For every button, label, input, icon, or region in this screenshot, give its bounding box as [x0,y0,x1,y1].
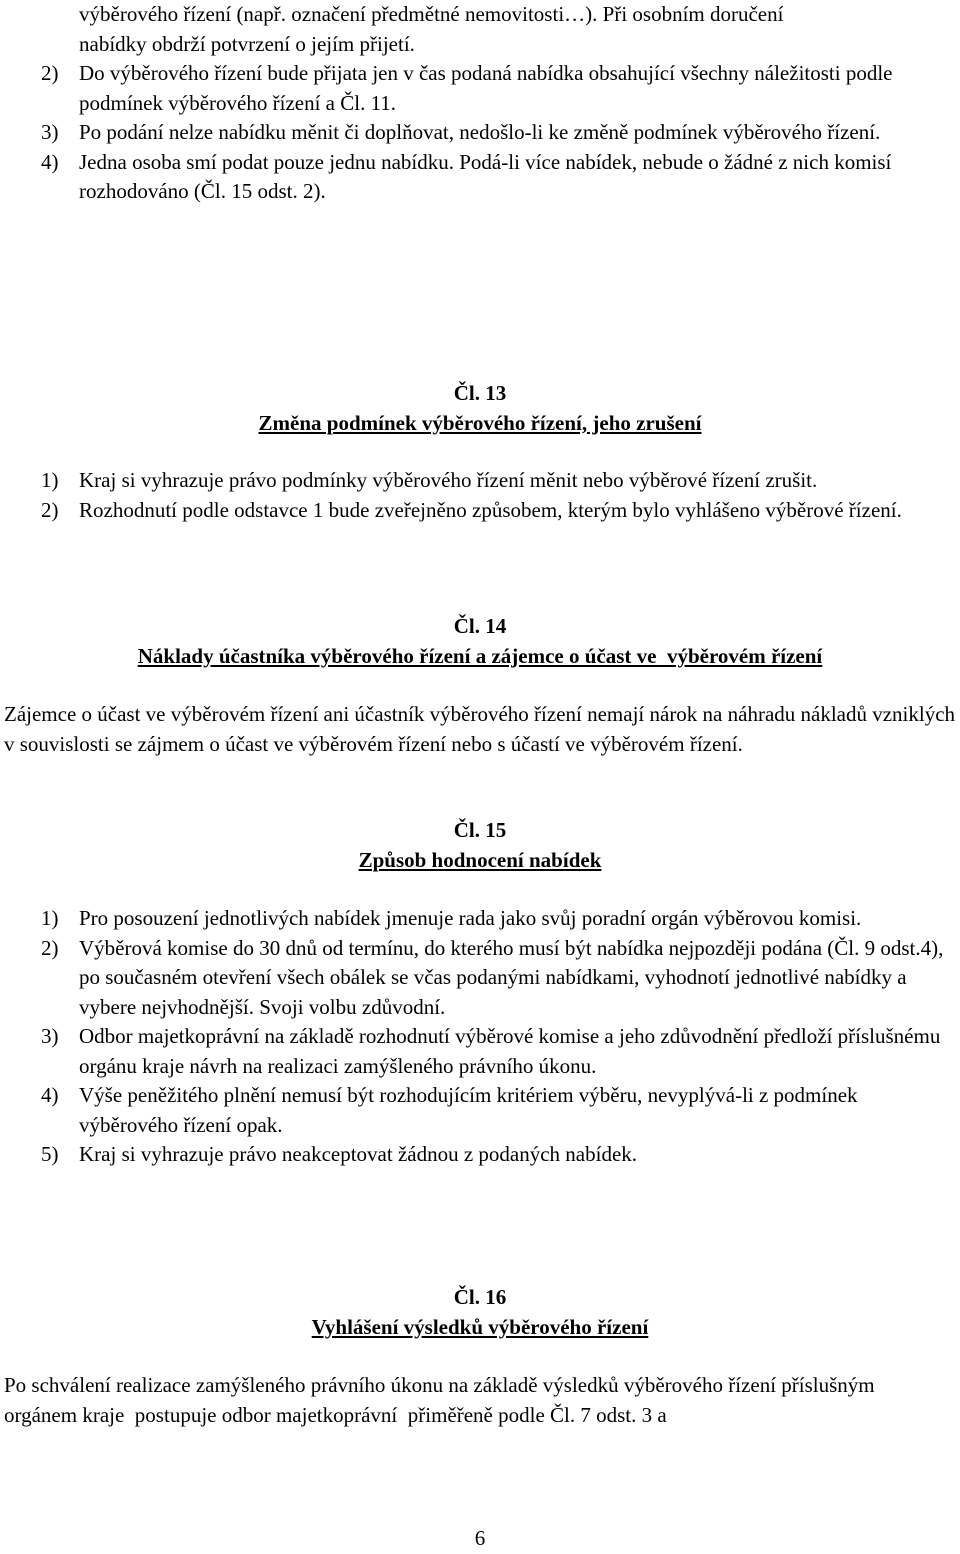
list-item [41,59,946,118]
article-14-number: Čl. 14 [453,614,507,638]
list-item [41,148,946,207]
article-16-body [4,1371,939,1430]
item-number: 1) [41,906,59,930]
article-16-number: Čl. 16 [453,1285,507,1309]
continuation-section [79,0,949,59]
item-number: 5) [41,1142,59,1166]
list-item [41,118,946,148]
item-text: Pro posouzení jednotlivých nabídek jmenuje rada jako svůj poradní orgán výběrovou komisi. [79,906,862,930]
continuation-line-2: nabídky obdrží potvrzení o jejím přijetí. [79,31,415,56]
article-15-heading [0,816,960,875]
item-number: 3) [41,120,59,144]
article-16-title: Vyhlášení výsledků výběrového řízení [311,1314,649,1339]
item-number: 4) [41,149,59,174]
article-14-paragraph: Zájemce o účast ve výběrovém řízení ani účastník výběrového řízení nemají nárok na náhradu nákladů vzniklých v souvislosti se zájmem o účast ve výběrovém řízení nebo s účastí ve výběrovém řízení. [4,702,956,756]
article-15-number: Čl. 15 [453,818,507,842]
item-text: Kraj si vyhrazuje právo neakceptovat žádnou z podaných nabídek. [79,1142,638,1166]
item-number: 2) [41,497,59,522]
item-text: Rozhodnutí podle odstavce 1 bude zveřejněno způsobem, kterým bylo vyhlášeno výběrové řízení. [79,497,902,522]
item-text: Kraj si vyhrazuje právo podmínky výběrového řízení měnit nebo výběrové řízení zrušit. [79,468,818,492]
item-number: 4) [41,1083,59,1107]
item-number: 2) [41,935,59,960]
article-13-number: Čl. 13 [453,381,507,405]
list-item [41,1140,946,1170]
article-13-title: Změna podmínek výběrového řízení, jeho zrušení [258,410,702,435]
list-item [41,1081,946,1140]
article-14-title: Náklady účastníka výběrového řízení a zájemce o účast ve výběrovém řízení [137,643,823,668]
item-number: 2) [41,61,59,85]
item-number: 1) [41,468,59,492]
continuation-line-1: výběrového řízení (např. označení předmětné nemovitosti…). Při osobním doručení [79,2,784,26]
list-item [41,904,946,934]
item-number: 3) [41,1024,59,1048]
item-text: Výše peněžitého plnění nemusí být rozhodujícím kritériem výběru, nevyplývá-li z podmínek výběrového řízení opak. [79,1083,858,1137]
list-item [41,934,946,1023]
item-text: Odbor majetkoprávní na základě rozhodnutí výběrové komise a jeho zdůvodnění předloží příslušnému orgánu kraje návrh na realizaci zamýšleného právního úkonu. [79,1024,941,1078]
page-number: 6 [474,1526,486,1550]
article-15-title: Způsob hodnocení nabídek [358,847,602,872]
list-item [41,1022,946,1081]
article-16-paragraph: Po schválení realizace zamýšleného právního úkonu na základě výsledků výběrového řízení příslušným orgánem kraje postupuje odbor majetkoprávní přiměřeně podle Čl. 7 odst. 3 a [4,1373,880,1427]
article-15-list [41,904,946,1170]
continuation-list [41,59,946,207]
list-item [41,496,916,526]
article-13-heading [0,379,960,438]
article-14-body [4,700,959,759]
item-text: Jedna osoba smí podat pouze jednu nabídku. Podá-li více nabídek, nebude o žádné z nich komisí rozhodováno (Čl. 15 odst. 2). [79,149,892,203]
item-text: Do výběrového řízení bude přijata jen v čas podaná nabídka obsahující všechny náležitosti podle podmínek výběrového řízení a Čl. 11. [79,61,893,115]
article-14-heading [0,612,960,671]
list-item [41,466,916,496]
item-text: Výběrová komise do 30 dnů od termínu, do kterého musí být nabídka nejpozději podána (Čl. 9 odst.4), po současném otevření všech obálek se včas podanými nabídkami, vyhodnotí jednotlivé nabídky a vybere nejvhodnější. Svoji volbu zdůvodní. [79,935,944,1019]
article-13-list [41,466,916,525]
article-16-heading [0,1283,960,1342]
item-text: Po podání nelze nabídku měnit či doplňovat, nedošlo-li ke změně podmínek výběrového řízení. [79,120,881,144]
